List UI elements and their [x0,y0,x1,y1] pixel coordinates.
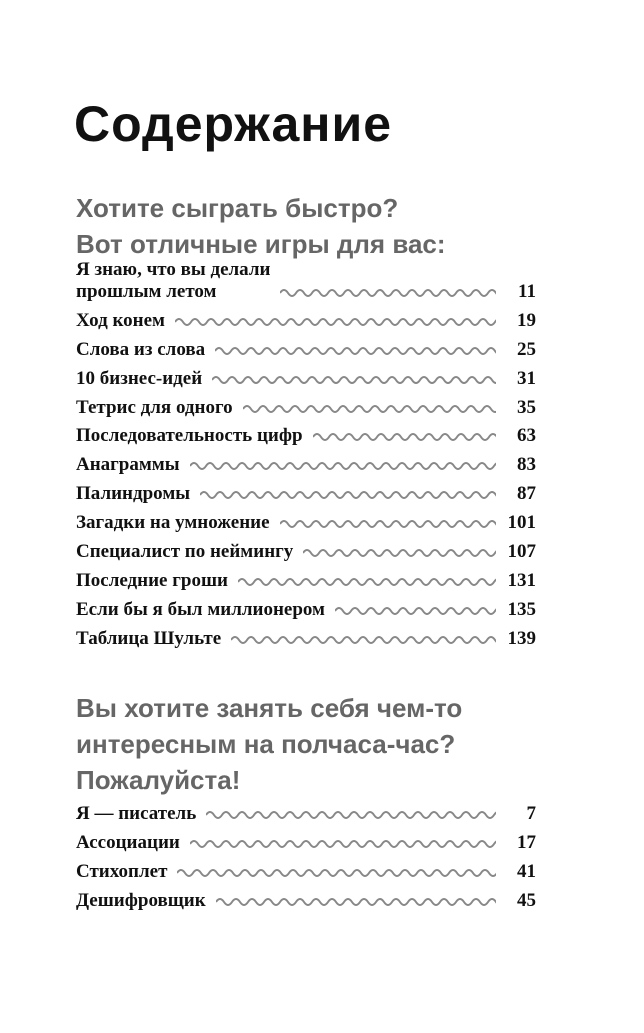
wavy-leader-line [303,547,496,559]
toc-entry[interactable] [76,505,536,534]
toc-entry-title-line: Анаграммы [76,454,180,476]
toc-entry-title-line: Тетрис для одного [76,396,233,418]
toc-entry-title-line: Специалист по неймингу [76,541,294,563]
toc-entry[interactable] [76,390,536,419]
toc-entry-title-line: Палиндромы [76,483,191,505]
toc-list-half-hour [76,796,536,912]
toc-entry-title [76,628,221,650]
toc-entry-page-number: 25 [517,338,536,360]
toc-entry-page-number: 31 [517,367,536,389]
wavy-leader-line [280,287,496,299]
toc-list-quick-games [76,260,536,650]
toc-entry-page-number: 17 [517,831,536,853]
wavy-leader-line [212,374,496,386]
section-heading-line: Вы хотите занять себя чем-то [76,693,463,723]
toc-entry[interactable] [76,563,536,592]
wavy-leader-line [280,518,496,530]
toc-entry-title [76,803,196,825]
toc-entry-title-line: Слова из слова [76,338,206,360]
wavy-leader-line [215,345,496,357]
toc-entry-title-line: 10 бизнес-идей [76,367,203,389]
wavy-leader-line [177,867,496,879]
toc-entry-page-number: 7 [526,802,536,824]
section-heading-half-hour [76,690,556,798]
toc-entry-page-number: 107 [507,541,536,563]
toc-entry-title-line: Я знаю, что вы делали [76,259,271,280]
toc-entry[interactable] [76,303,536,332]
toc-entry-page-number: 101 [507,512,536,534]
wavy-leader-line [175,316,496,328]
toc-entry-title [76,368,202,390]
section-heading-line: интересным на полчаса-час? [76,729,456,759]
toc-entry-page-number: 11 [518,281,536,302]
toc-entry[interactable] [76,621,536,650]
toc-entry[interactable] [76,476,536,505]
section-heading-quick-games [76,190,556,262]
toc-entry-title-line: Стихоплет [76,860,168,882]
toc-entry-title [76,425,303,447]
toc-entry-page-number: 135 [507,598,536,620]
wavy-leader-line [190,838,496,850]
wavy-leader-line [243,403,496,415]
toc-entry[interactable] [76,260,536,303]
wavy-leader-line [238,576,496,588]
toc-entry-page-number: 131 [507,569,536,591]
section-heading-line: Вот отличные игры для вас: [76,229,446,259]
toc-entry-title [76,397,233,419]
toc-entry-page-number: 83 [517,454,536,476]
toc-entry-page-number: 41 [517,860,536,882]
toc-entry-title-line: прошлым летом [76,281,217,302]
toc-entry-title-line: Последние гроши [76,569,228,591]
toc-entry-title [76,890,206,912]
toc-entry[interactable] [76,332,536,361]
toc-entry[interactable] [76,447,536,476]
toc-entry-title-line: Последовательность цифр [76,425,303,447]
toc-entry-title-line: Таблица Шульте [76,627,222,649]
wavy-leader-line [335,605,496,617]
toc-entry-title-line: Ассоциации [76,831,180,853]
toc-entry-title [76,541,293,563]
section-heading-line: Пожалуйста! [76,765,241,795]
wavy-leader-line [206,809,496,821]
toc-entry-title-line: Я — писатель [76,802,197,824]
toc-entry-title [76,483,190,505]
toc-entry-page-number: 45 [517,889,536,911]
toc-entry-title-line: Загадки на умножение [76,512,270,534]
toc-entry-title-line: Если бы я был миллионером [76,598,326,620]
toc-entry-title [76,339,205,361]
toc-entry[interactable] [76,825,536,854]
toc-entry[interactable] [76,534,536,563]
toc-entry-title [76,310,165,332]
wavy-leader-line [216,896,496,908]
toc-entry[interactable] [76,854,536,883]
wavy-leader-line [231,634,496,646]
toc-entry-title [76,512,270,534]
toc-entry[interactable] [76,361,536,390]
toc-entry-title [76,832,180,854]
toc-entry-title [76,599,325,621]
toc-entry-title [76,259,270,303]
toc-entry-title [76,861,167,883]
toc-entry-page-number: 87 [517,483,536,505]
toc-entry-page-number: 63 [517,425,536,447]
toc-entry-page-number: 35 [517,396,536,418]
wavy-leader-line [200,489,496,501]
toc-entry-title-line: Ход конем [76,309,165,331]
section-heading-line: Хотите сыграть быстро? [76,193,399,223]
toc-entry-title [76,454,180,476]
toc-entry[interactable] [76,796,536,825]
toc-entry[interactable] [76,883,536,912]
toc-entry-page-number: 139 [507,627,536,649]
toc-entry[interactable] [76,419,536,448]
page-title: Содержание [74,96,393,152]
wavy-leader-line [190,460,496,472]
toc-entry-title [76,570,228,592]
toc-entry[interactable] [76,592,536,621]
wavy-leader-line [313,431,496,443]
toc-entry-title-line: Дешифровщик [76,889,206,911]
toc-entry-page-number: 19 [517,309,536,331]
